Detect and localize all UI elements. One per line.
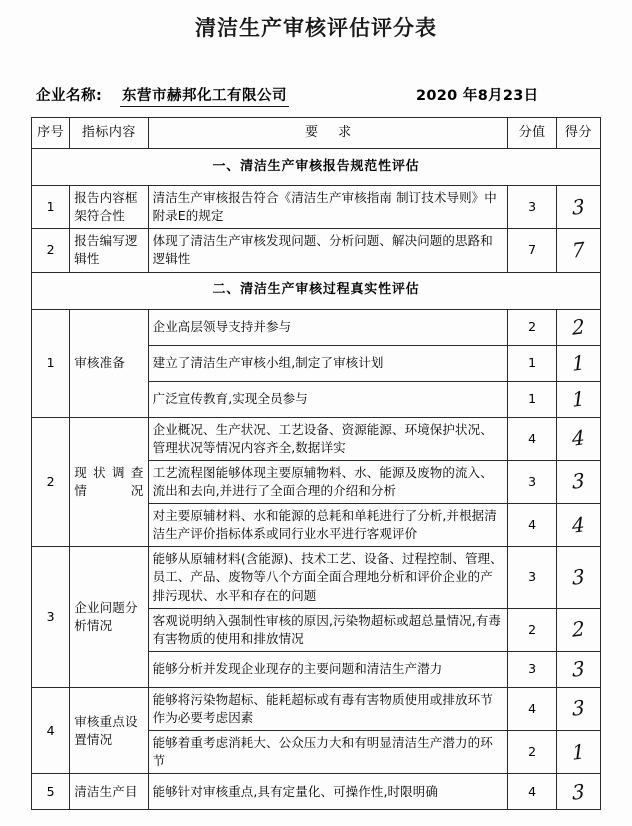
table-row	[32, 547, 601, 608]
handwritten-score[interactable]	[555, 607, 602, 653]
table-row	[32, 687, 601, 730]
table-row	[32, 229, 601, 272]
score-value: 4	[571, 511, 586, 538]
handwritten-score[interactable]	[555, 502, 602, 548]
points-value: 1	[508, 381, 556, 417]
row-index: 2	[32, 229, 70, 272]
table-section-row	[32, 272, 601, 309]
requirement-text: 客观说明纳入强制性审核的原因,污染物超标或超总量情况,有毒有害物质的使用和排放情况	[148, 608, 508, 651]
indicator-name: 审核准备	[70, 309, 148, 417]
score-value: 1	[571, 738, 586, 765]
table-row	[32, 309, 601, 345]
score-value: 3	[571, 656, 586, 682]
company-name-label: 企业名称:	[36, 88, 103, 104]
handwritten-score[interactable]	[555, 459, 602, 505]
table-row	[32, 774, 601, 810]
requirement-text: 能够分析并发现企业现存的主要问题和清洁生产潜力	[148, 651, 508, 687]
score-value: 7	[571, 237, 586, 263]
score-value: 1	[571, 349, 586, 376]
requirement-text: 能够从原辅材料(含能源)、技术工艺、设备、过程控制、管理、员工、产品、废物等八个方面全面合理地分析和评价企业的产排污现状、水平和存在的问题	[148, 547, 508, 608]
header-score: 得分	[556, 118, 600, 149]
document-date: 2020 年8月23日	[416, 88, 539, 104]
handwritten-score[interactable]	[555, 650, 602, 689]
row-index: 3	[32, 547, 70, 688]
handwritten-score[interactable]	[555, 729, 602, 775]
requirement-text: 体现了清洁生产审核发现问题、分析问题、解决问题的思路和逻辑性	[148, 229, 508, 272]
document-meta	[36, 84, 602, 108]
points-value: 4	[508, 417, 556, 460]
table-header-row	[32, 118, 601, 149]
row-index: 1	[32, 186, 70, 229]
indicator-name: 报告内容框架符合性	[70, 186, 148, 229]
requirement-text: 广泛宣传教育,实现全员参与	[148, 381, 508, 417]
score-value: 3	[571, 695, 586, 722]
handwritten-score[interactable]	[555, 379, 602, 418]
requirement-text: 能够着重考虑消耗大、公众压力大和有明显清洁生产潜力的环节	[148, 731, 508, 774]
section-title: 一、清洁生产审核报告规范性评估	[32, 149, 601, 186]
points-value: 4	[508, 504, 556, 547]
requirement-text: 建立了清洁生产审核小组,制定了审核计划	[148, 345, 508, 381]
requirement-text: 能够针对审核重点,具有定量化、可操作性,时限明确	[148, 774, 508, 810]
header-indicator: 指标内容	[70, 118, 148, 149]
points-value: 2	[508, 731, 556, 774]
header-no: 序号	[32, 118, 70, 149]
handwritten-score[interactable]	[555, 416, 602, 462]
table-body	[32, 149, 601, 810]
row-index: 4	[32, 687, 70, 774]
table-row	[32, 186, 601, 229]
handwritten-score[interactable]	[555, 307, 602, 346]
table-row	[32, 417, 601, 460]
row-index: 1	[32, 309, 70, 417]
table-header	[32, 118, 601, 149]
requirement-text: 企业高层领导支持并参与	[148, 309, 508, 345]
score-value: 3	[571, 468, 586, 495]
row-index: 5	[32, 774, 70, 810]
indicator-name: 清洁生产目	[70, 774, 148, 810]
points-value: 2	[508, 608, 556, 651]
handwritten-score[interactable]	[555, 184, 602, 230]
points-value: 4	[508, 774, 556, 810]
requirement-text: 企业概况、生产状况、工艺设备、资源能源、环境保护状况、管理状况等情况内容齐全,数据详实	[148, 417, 508, 460]
indicator-name: 企业问题分析情况	[70, 547, 148, 688]
handwritten-score[interactable]	[555, 343, 602, 382]
score-value: 1	[571, 385, 586, 412]
header-requirement: 要 求	[148, 118, 508, 149]
points-value: 3	[508, 651, 556, 687]
requirement-text: 工艺流程图能够体现主要原辅物料、水、能源及废物的流入、流出和去向,并进行了全面合理的介绍和分析	[148, 460, 508, 503]
points-value: 3	[508, 460, 556, 503]
points-value: 4	[508, 687, 556, 730]
handwritten-score[interactable]	[554, 545, 602, 609]
indicator-name: 审核重点设置情况	[70, 687, 148, 774]
page-title: 清洁生产审核评估评分表	[195, 16, 437, 40]
score-value: 2	[571, 313, 586, 340]
requirement-text: 能够将污染物超标、能耗超标或有毒有害物质使用或排放环节作为必要考虑因素	[148, 687, 508, 730]
requirement-text: 对主要原辅材料、水和能源的总耗和单耗进行了分析,并根据清洁生产评价指标体系或同行业水平进行客观评价	[148, 504, 508, 547]
company-name-value: 东营市赫邦化工有限公司	[120, 84, 289, 107]
handwritten-score[interactable]	[555, 227, 602, 273]
points-value: 2	[508, 309, 556, 345]
score-value: 4	[571, 425, 586, 451]
score-value: 2	[571, 616, 586, 643]
score-value: 3	[571, 193, 586, 220]
score-value: 3	[571, 564, 586, 590]
table-section-row	[32, 149, 601, 186]
score-value: 3	[571, 778, 586, 805]
header-points: 分值	[508, 118, 556, 149]
points-value: 3	[508, 547, 556, 608]
section-title: 二、清洁生产审核过程真实性评估	[32, 272, 601, 309]
requirement-text: 清洁生产审核报告符合《清洁生产审核指南 制订技术导则》中附录E的规定	[148, 186, 508, 229]
handwritten-score[interactable]	[555, 772, 602, 811]
evaluation-score-table	[31, 117, 601, 810]
points-value: 1	[508, 345, 556, 381]
indicator-name: 现 状 调 查 情况	[70, 417, 148, 547]
handwritten-score[interactable]	[555, 686, 602, 732]
indicator-name: 报告编写逻辑性	[70, 229, 148, 272]
row-index: 2	[32, 417, 70, 547]
points-value: 7	[508, 229, 556, 272]
points-value: 3	[508, 186, 556, 229]
